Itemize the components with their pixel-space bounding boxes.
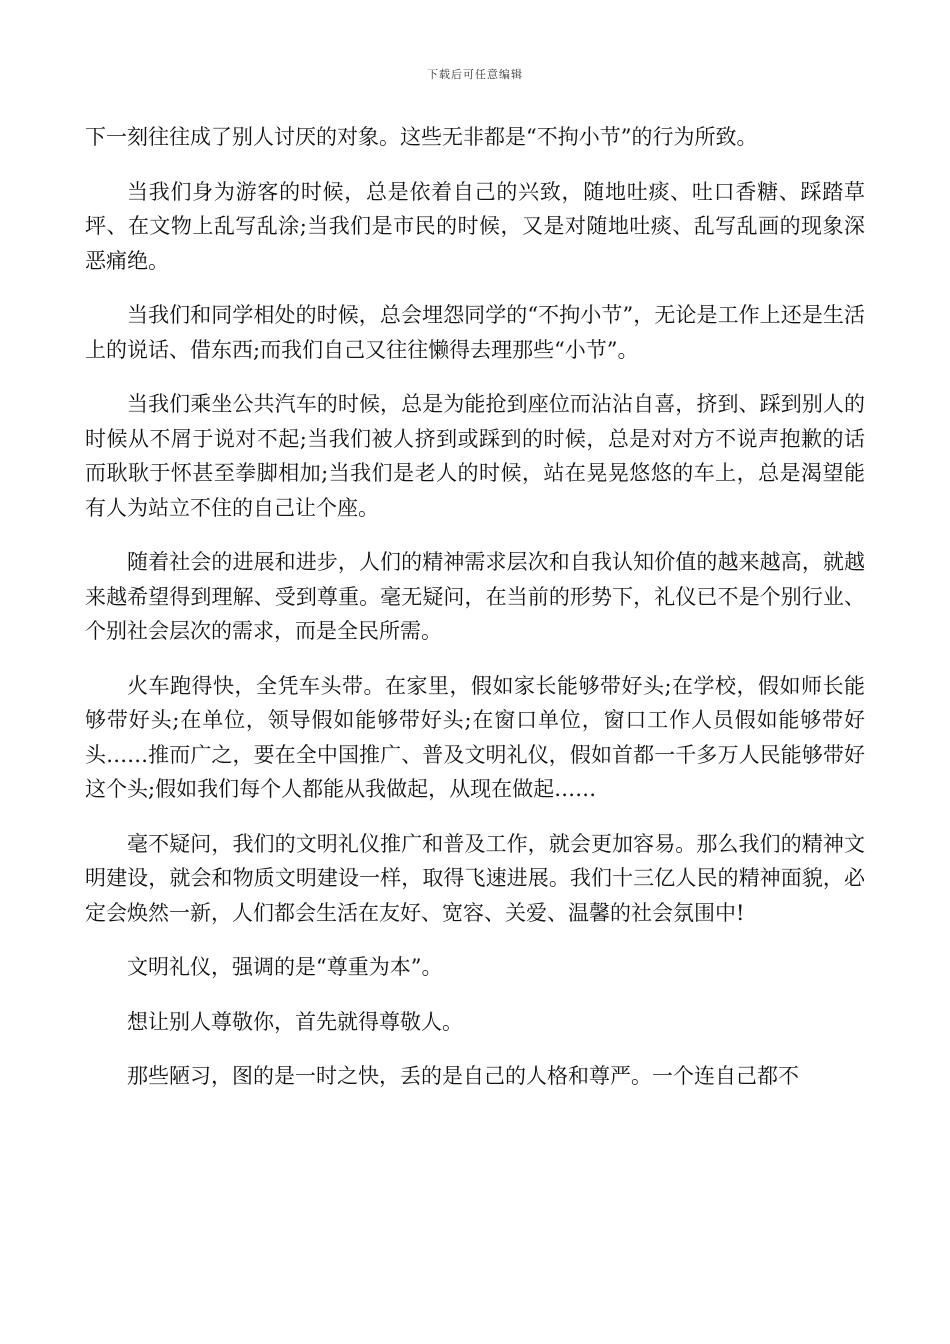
paragraph: 当我们身为游客的时候，总是依着自己的兴致，随地吐痰、吐口香糖、踩踏草坪、在文物上乱写乱涂;当我们是市民的时候，又是对随地吐痰、乱写乱画的现象深恶痛绝。 (85, 179, 865, 273)
paragraph: 随着社会的进展和进步，人们的精神需求层次和自我认知价值的越来越高，就越来越希望得到理解、受到尊重。毫无疑问，在当前的形势下，礼仪已不是个别行业、个别社会层次的需求，而是全民所需。 (85, 550, 865, 643)
paragraph: 文明礼仪，强调的是“尊重为本”。 (127, 955, 443, 979)
paragraph: 火车跑得快，全凭车头带。在家里，假如家长能够带好头;在学校，假如师长能够带好头;在单位，领导假如能够带好头;在窗口单位，窗口工作人员假如能够带好头……推而广之，要在全中国推广、普及文明礼仪，假如首都一千多万人民能够带好这个头;假如我们每个人都能从我做起，从现在做起…… (85, 673, 865, 801)
paragraph: 想让别人尊敬你，首先就得尊敬人。 (127, 1009, 463, 1034)
paragraph: 下一刻往往成了别人讨厌的对象。这些无非都是“不拘小节”的行为所致。 (85, 125, 758, 149)
page-header-note: 下载后可任意编辑 (427, 68, 523, 81)
document-body (85, 120, 865, 1114)
paragraph: 当我们和同学相处的时候，总会埋怨同学的“不拘小节”，无论是工作上还是生活上的说话、借东西;而我们自己又往往懒得去理那些“小节”。 (85, 303, 865, 362)
paragraph: 当我们乘坐公共汽车的时候，总是为能抢到座位而沾沾自喜，挤到、踩到别人的时候从不屑于说对不起;当我们被人挤到或踩到的时候，总是对对方不说声抱歉的话而耿耿于怀甚至拳脚相加;当我们是老人的时候，站在晃晃悠悠的车上，总是渴望能有人为站立不住的自己让个座。 (85, 392, 865, 520)
paragraph: 那些陋习，图的是一时之快，丢的是自己的人格和尊严。一个连自己都不 (127, 1064, 799, 1088)
paragraph: 毫不疑问，我们的文明礼仪推广和普及工作，就会更加容易。那么我们的精神文明建设，就会和物质文明建设一样，取得飞速进展。我们十三亿人民的精神面貌，必定会焕然一新，人们都会生活在友好、宽容、关爱、温馨的社会氛围中! (85, 831, 865, 925)
